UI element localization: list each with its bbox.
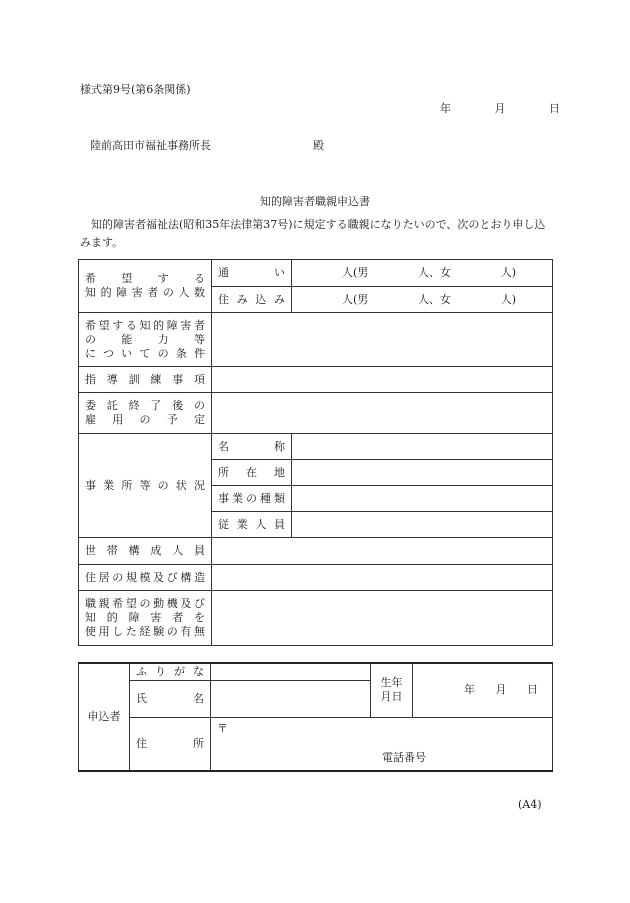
desired-count-label-line2: 知的障害者の人数 [85,286,205,299]
business-type-field[interactable] [292,486,553,512]
motive-label-line1: 職親希望の動機及び [85,597,205,610]
birth-month-label: 月 [495,683,507,697]
commute-male-label: 人、女 [418,266,451,279]
employee-count-label: 従業人員 [212,512,292,538]
commute-female-label: 人) [500,266,516,279]
applicant-address-field[interactable] [211,717,553,771]
date-day-label: 日 [549,102,560,115]
furigana-label: ふりがな [130,663,211,680]
employment-plan-label-line2: 雇用の予定 [85,413,205,426]
applicant-name-label: 氏 名 [130,680,211,717]
livein-female-label: 人) [500,292,516,306]
conditions-label-line2: の 能 力 等 [85,332,205,346]
conditions-label [79,313,212,367]
application-details-table [78,259,553,646]
birthdate-label [371,663,413,717]
motive-field[interactable] [212,591,553,646]
document-title: 知的障害者職親申込書 [260,195,370,208]
desired-count-label-line1: 希 望 す る [85,272,205,285]
livein-count-field[interactable] [292,287,553,313]
birthdate-label-line2: 月日 [380,690,403,704]
applicant-name-field[interactable] [211,680,371,717]
commute-count-field[interactable] [292,260,553,287]
desired-count-label [79,260,212,313]
business-location-field[interactable] [292,460,553,486]
paper-size-label: (A4) [518,798,542,811]
commute-persons-label: 人(男 [342,266,369,279]
training-field[interactable] [212,367,553,393]
postal-mark: 〒 [217,721,228,735]
motive-label [79,591,212,646]
residence-label: 住居の規模及び構造 [79,565,212,591]
livein-persons-label: 人(男 [342,292,369,306]
date-year-label: 年 [440,102,451,115]
motive-label-line2: 知的障害者を [85,611,205,624]
conditions-label-line1: 希望する知的障害者 [85,318,205,332]
submission-date [440,100,560,116]
training-label: 指導訓練事項 [79,367,212,393]
employment-plan-label [79,393,212,434]
residence-field[interactable] [212,565,553,591]
motive-label-line3: 使用した経験の有無 [85,625,205,638]
conditions-field[interactable] [212,313,553,367]
birthdate-field[interactable] [413,663,553,717]
business-location-label: 所 在 地 [212,460,292,486]
business-type-label: 事業の種類 [212,486,292,512]
employment-plan-field[interactable] [212,393,553,434]
birth-year-label: 年 [464,683,475,697]
applicant-table [78,662,553,772]
phone-number-label: 電話番号 [382,750,426,764]
employee-count-field[interactable] [292,512,553,538]
applicant-address-label: 住 所 [130,717,211,771]
livein-male-label: 人、女 [418,292,451,306]
intro-paragraph: 知的障害者福祉法(昭和35年法律第37号)に規定する職親になりたいので、次のとおり申し込みます。 [80,218,546,249]
commute-label: 通 い [212,260,292,287]
household-label: 世帯構成人員 [79,538,212,565]
business-name-field[interactable] [292,434,553,460]
conditions-label-line3: についての条件 [85,346,205,360]
business-name-label: 名 称 [212,434,292,460]
applicant-label: 申込者 [79,663,130,771]
birthdate-label-line1: 生年 [380,676,403,690]
date-month-label: 月 [494,102,506,115]
recipient-honorific: 殿 [313,139,324,152]
birth-day-label: 日 [527,683,538,697]
form-number-label: 様式第9号(第6条関係) [80,83,191,96]
furigana-field[interactable] [211,663,371,680]
livein-label: 住み込み [212,287,292,313]
household-field[interactable] [212,538,553,565]
employment-plan-label-line1: 委託終了後の [85,399,205,412]
recipient-name: 陸前高田市福祉事務所長 [90,139,211,152]
business-status-label: 事業所等の状況 [79,434,212,538]
